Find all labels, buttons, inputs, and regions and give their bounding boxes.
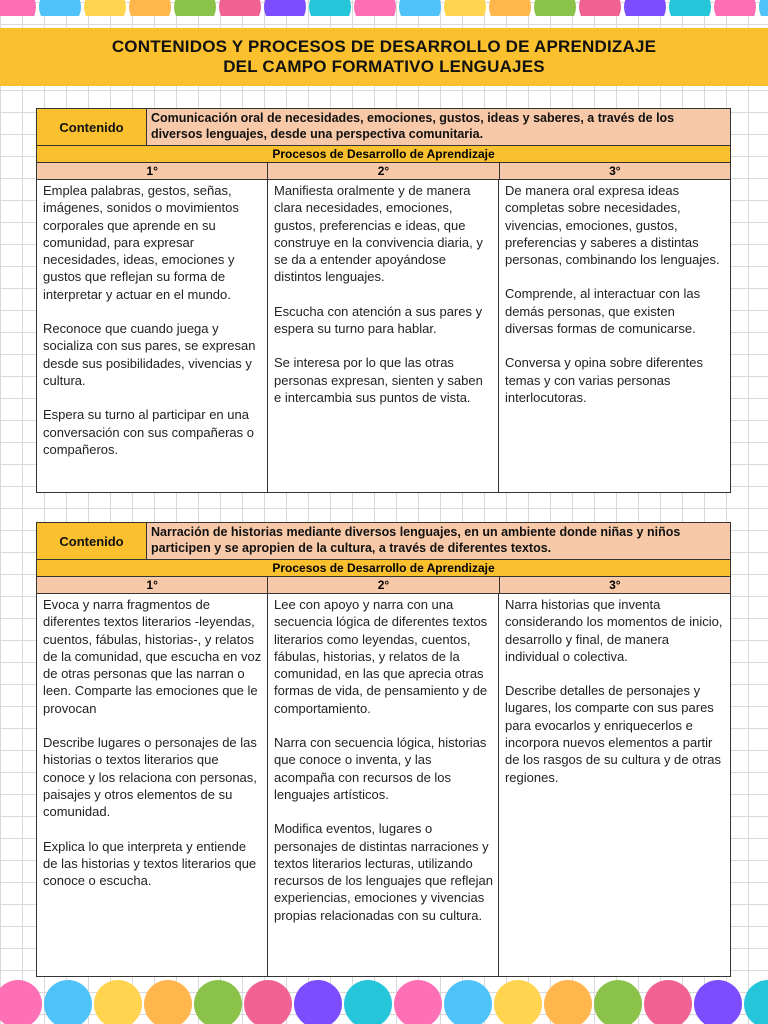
grade-2-header: 2° bbox=[268, 163, 499, 179]
decorative-dot bbox=[444, 980, 492, 1024]
process-item: Lee con apoyo y narra con una secuencia lógica de diferentes textos literarios como leyendas, cuentos, fábulas, historias, y relatos de la comunidad, en las que aprecia otras formas de vida, de pensamiento y de comportamiento. bbox=[273, 597, 488, 716]
grade-3-column bbox=[499, 594, 730, 976]
process-item: Emplea palabras, gestos, señas, imágenes, sonidos o movimientos corporales que aprende en su comunidad, para expresar necesidades, ideas, emociones y gustos que reflejan su forma de interpretar y actuar en el mundo. bbox=[43, 183, 239, 302]
process-item: Describe detalles de personajes y lugares, los comparte con sus pares para evocarlos y enriquecerlos e incorpora nuevos elementos a partir de los rasgos de su cultura y de otras regiones. bbox=[504, 683, 722, 785]
decorative-dot bbox=[244, 980, 292, 1024]
grade-header-row bbox=[36, 576, 731, 593]
decorative-dot bbox=[309, 0, 351, 16]
content-row bbox=[36, 522, 731, 559]
content-block-1 bbox=[36, 108, 731, 493]
grade-3-column bbox=[499, 180, 730, 492]
decorative-dot bbox=[444, 0, 486, 16]
grade-1-header: 1° bbox=[37, 163, 268, 179]
decorative-dot bbox=[194, 980, 242, 1024]
grade-3-header: 3° bbox=[609, 164, 621, 178]
decorative-dot bbox=[644, 980, 692, 1024]
decorative-dot bbox=[174, 0, 216, 16]
decorative-dot bbox=[394, 980, 442, 1024]
process-item: Escucha con atención a sus pares y espera su turno para hablar. bbox=[273, 303, 483, 337]
grade-2-column bbox=[268, 180, 499, 492]
process-item: Evoca y narra fragmentos de diferentes textos literarios -leyendas, cuentos, fábulas, historias-, y relatos de la comunidad, que escucha en voz de otras personas que las narran o leen. Comparte las emociones que le provocan bbox=[43, 597, 262, 716]
decorative-dot bbox=[579, 0, 621, 16]
decorative-dot bbox=[594, 980, 642, 1024]
process-item: Se interesa por lo que las otras personas expresan, sienten y saben e intercambia sus puntos de vista. bbox=[273, 355, 483, 405]
decorative-dot bbox=[669, 0, 711, 16]
decorative-dot bbox=[0, 0, 36, 16]
decorative-dot bbox=[354, 0, 396, 16]
decorative-dot bbox=[544, 980, 592, 1024]
decorative-dot bbox=[744, 980, 768, 1024]
decorative-dot bbox=[84, 0, 126, 16]
decorative-dot bbox=[144, 980, 192, 1024]
decorative-dot bbox=[0, 980, 42, 1024]
content-description: Comunicación oral de necesidades, emociones, gustos, ideas y saberes, a través de los diversos lenguajes, desde una perspectiva comunitaria. bbox=[147, 109, 730, 145]
process-item: Narra con secuencia lógica, historias que conoce o inventa, y las acompaña con recursos de los lenguajes artísticos. bbox=[273, 735, 487, 802]
decorative-dot bbox=[129, 0, 171, 16]
decorative-dot bbox=[494, 980, 542, 1024]
grade-2-header: 2° bbox=[268, 577, 499, 593]
title-banner bbox=[0, 28, 768, 86]
decorative-dot bbox=[39, 0, 81, 16]
process-columns bbox=[36, 593, 731, 977]
page-title-line-2: DEL CAMPO FORMATIVO LENGUAJES bbox=[223, 57, 545, 76]
grade-1-column bbox=[37, 594, 268, 976]
decorative-dot bbox=[264, 0, 306, 16]
process-item: Espera su turno al participar en una conversación con sus compañeras o compañeros. bbox=[43, 407, 255, 457]
decorative-dot bbox=[624, 0, 666, 16]
process-item: Manifiesta oralmente y de manera clara necesidades, emociones, gustos, preferencias e ideas, que construye en la convivencia diaria, y se da a entender apoyándose distintos lenguajes. bbox=[273, 183, 483, 285]
content-label: Contenido bbox=[37, 109, 147, 145]
decorative-dot bbox=[714, 0, 756, 16]
process-item: Explica lo que interpreta y entiende de las historias y textos literarios que conoce o escucha. bbox=[43, 838, 257, 889]
content-label: Contenido bbox=[37, 523, 147, 559]
decorative-dot bbox=[94, 980, 142, 1024]
page-title-line-1: CONTENIDOS Y PROCESOS DE DESARROLLO DE APRENDIZAJE bbox=[111, 37, 657, 56]
content-description: Narración de historias mediante diversos lenguajes, en un ambiente donde niñas y niños participen y se apropien de la cultura, a través de diferentes textos. bbox=[147, 523, 730, 559]
top-dot-border bbox=[0, 0, 768, 16]
decorative-dot bbox=[534, 0, 576, 16]
decorative-dot bbox=[759, 0, 768, 16]
process-item: Conversa y opina sobre diferentes temas y con varias personas interlocutoras. bbox=[504, 355, 703, 405]
decorative-dot bbox=[219, 0, 261, 16]
decorative-dot bbox=[344, 980, 392, 1024]
grade-2-column bbox=[268, 594, 499, 976]
content-block-2 bbox=[36, 522, 731, 977]
decorative-dot bbox=[44, 980, 92, 1024]
decorative-dot bbox=[694, 980, 742, 1024]
grade-1-column bbox=[37, 180, 268, 492]
process-header: Procesos de Desarrollo de Aprendizaje bbox=[36, 145, 731, 162]
decorative-dot bbox=[399, 0, 441, 16]
grade-1-header: 1° bbox=[37, 577, 268, 593]
process-item: Reconoce que cuando juega y socializa con sus pares, se expresan desde sus posibilidades, vivencias y cultura. bbox=[43, 321, 256, 388]
process-item: Modifica eventos, lugares o personajes de distintas narraciones y textos literarios lecturas, utilizando recursos de los lenguajes que reflejan experiencias, emociones y vivencias propias relacionadas con su cultura. bbox=[273, 821, 493, 923]
process-columns bbox=[36, 179, 731, 493]
process-item: Comprende, al interactuar con las demás personas, que existen diversas formas de comunicarse. bbox=[504, 286, 701, 337]
grade-header-row bbox=[36, 162, 731, 179]
process-item: Describe lugares o personajes de las historias o textos literarios que conoce y los relaciona con personas, paisajes y otros elementos de su comunidad. bbox=[43, 735, 257, 820]
process-item: De manera oral expresa ideas completas sobre necesidades, vivencias, emociones, gustos, preferencias y saberes a distintas personas, combinando los lenguajes. bbox=[504, 183, 720, 268]
content-row bbox=[36, 108, 731, 145]
process-header: Procesos de Desarrollo de Aprendizaje bbox=[36, 559, 731, 576]
decorative-dot bbox=[489, 0, 531, 16]
bottom-dot-border bbox=[0, 974, 768, 1024]
decorative-dot bbox=[294, 980, 342, 1024]
process-item: Narra historias que inventa considerando los momentos de inicio, desarrollo y final, de manera individual o colectiva. bbox=[504, 597, 723, 664]
grade-3-header: 3° bbox=[609, 578, 621, 592]
